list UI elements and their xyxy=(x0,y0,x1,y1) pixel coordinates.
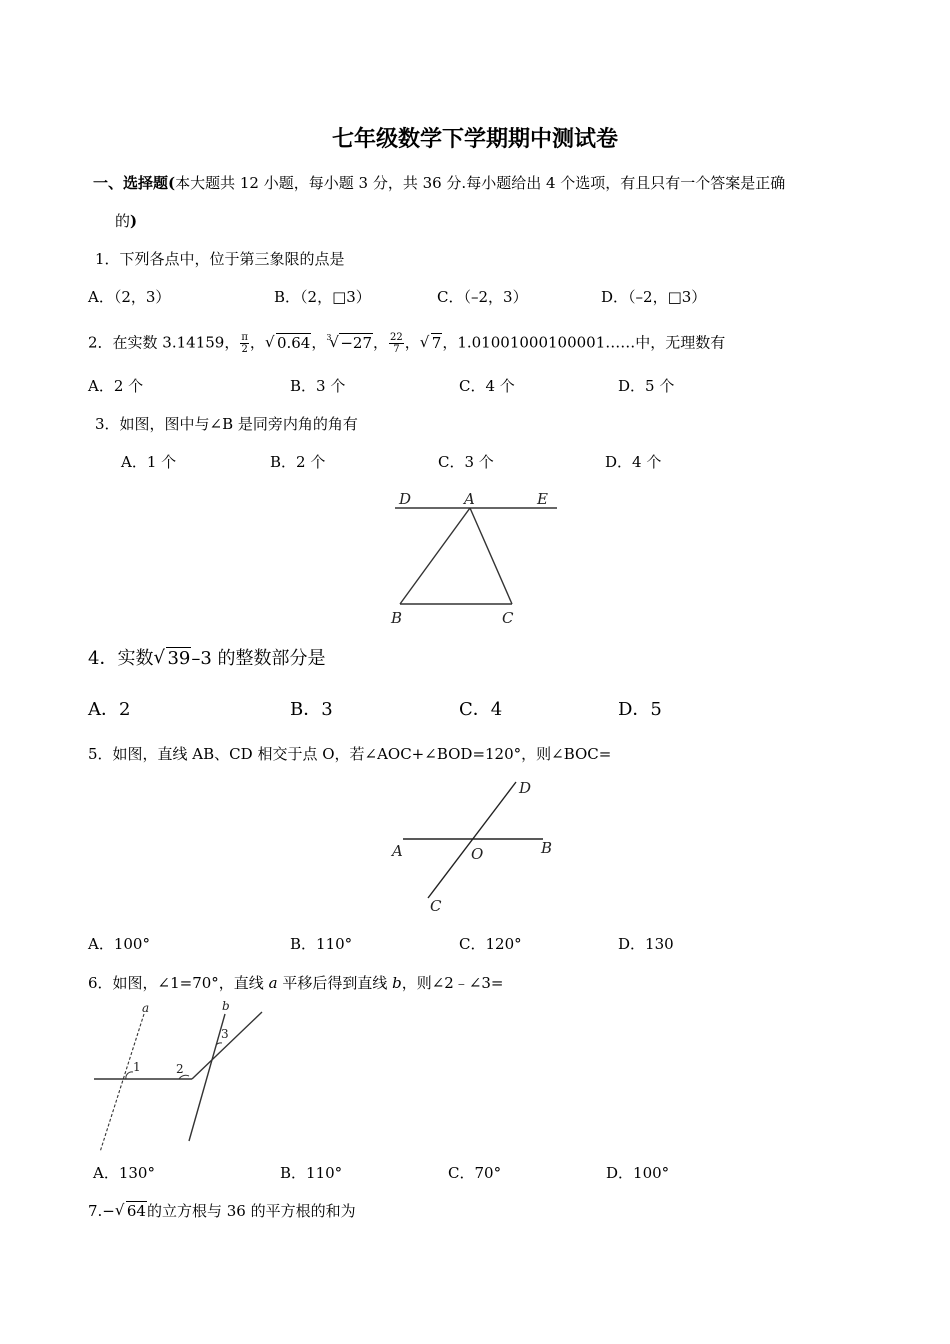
q4-option-a: A．2 xyxy=(88,699,131,720)
q6-label-angle-2: 2 xyxy=(176,1062,184,1076)
q3-option-a: A．1 个 xyxy=(121,453,177,471)
q5-label-a: A xyxy=(392,842,403,860)
q6-option-d: D．100° xyxy=(606,1164,670,1182)
q2-separator: ， xyxy=(311,333,327,352)
q2-separator: ， xyxy=(404,333,420,352)
q6-stem xyxy=(88,973,504,993)
q6-stem-post: ，则∠2﹣∠3= xyxy=(401,974,504,992)
q5-label-o: O xyxy=(471,845,484,863)
q6-label-angle-1: 1 xyxy=(133,1060,141,1074)
page-title: 七年级数学下学期期中测试卷 xyxy=(331,126,618,152)
q2-prefix: 2．在实数 3.14159， xyxy=(88,333,240,352)
q7-sqrt-64 xyxy=(115,1201,147,1221)
q5-option-b: B．110° xyxy=(290,935,353,953)
q2-option-a: A．2 个 xyxy=(88,377,144,395)
q3-triangle-figure xyxy=(380,484,570,630)
q2-fraction-22-7 xyxy=(389,332,404,355)
q2-separator: ， xyxy=(373,333,389,352)
q5-intersecting-lines-figure xyxy=(385,775,560,915)
q4-suffix: –3 的整数部分是 xyxy=(191,648,326,669)
section-description-line1: 本大题共 12 小题，每小题 3 分，共 36 分.每小题给出 4 个选项，有且只有一个答案是正确 xyxy=(175,174,786,192)
q6-stem-mid: 平移后得到直线 xyxy=(277,974,393,992)
q1-option-d: D．（–2，□3） xyxy=(601,288,707,306)
q3-label-c: C xyxy=(502,609,514,627)
q3-option-c: C．3 个 xyxy=(438,453,494,471)
q2-cube-root-radicand: −27 xyxy=(340,333,373,352)
q1-stem: 1．下列各点中，位于第三象限的点是 xyxy=(95,250,345,268)
q7-sqrt-radicand: 64 xyxy=(126,1202,146,1220)
q2-sqrt-radicand: 0.64 xyxy=(276,333,311,352)
q1-option-c: C．（–2，3） xyxy=(437,288,528,306)
q2-sqrt-0.64 xyxy=(265,333,311,353)
q3-label-e: E xyxy=(537,490,548,508)
q4-option-c: C．4 xyxy=(459,699,503,720)
section-heading xyxy=(93,173,785,193)
q7-suffix: 的立方根与 36 的平方根的和为 xyxy=(146,1202,356,1220)
section-description-line2 xyxy=(115,211,137,231)
q6-label-a: a xyxy=(142,1001,150,1015)
q3-segment-ac xyxy=(470,508,512,604)
q2-cube-root xyxy=(326,333,373,353)
q2-stem xyxy=(88,332,725,355)
q7-prefix: 7.− xyxy=(88,1202,115,1220)
q2-cube-root-index: √ 3 xyxy=(326,332,332,342)
q2-frac-denominator: 7 xyxy=(393,344,400,355)
q6-label-b: b xyxy=(222,999,230,1013)
q3-option-b: B．2 个 xyxy=(270,453,326,471)
q6-label-angle-3: 3 xyxy=(221,1027,229,1041)
q2-option-d: D．5 个 xyxy=(618,377,675,395)
q2-pi-numerator: π xyxy=(241,332,248,343)
q2-pi-denominator: 2 xyxy=(241,344,248,355)
section-heading-label: 一、选择题( xyxy=(93,174,176,192)
q5-label-b: B xyxy=(541,839,553,857)
q4-sqrt-39 xyxy=(153,647,191,671)
q5-line-cd xyxy=(428,782,516,898)
q2-sqrt7-radicand: 7 xyxy=(431,333,442,352)
q2-sqrt-7 xyxy=(420,333,443,353)
q6-line-a xyxy=(100,1014,144,1152)
q6-line-a-name: a xyxy=(268,974,278,992)
q5-stem: 5．如图，直线 AB、CD 相交于点 O，若∠AOC+∠BOD=120°，则∠BOC= xyxy=(88,745,612,763)
q2-option-b: B．3 个 xyxy=(290,377,346,395)
q6-option-a: A．130° xyxy=(93,1164,155,1182)
q5-label-c: C xyxy=(430,897,442,915)
q5-option-a: A．100° xyxy=(88,935,150,953)
q2-separator: ， xyxy=(249,333,265,352)
q2-option-c: C．4 个 xyxy=(459,377,515,395)
q4-option-d: D．5 xyxy=(618,699,662,720)
q2-suffix: ，1.01001000100001……中，无理数有 xyxy=(442,333,726,352)
q3-stem: 3．如图，图中与∠B 是同旁内角的角有 xyxy=(95,415,358,433)
q3-segment-ab xyxy=(400,508,470,604)
q6-angle-1-arc xyxy=(126,1072,133,1079)
q3-label-a: A xyxy=(464,490,475,508)
q3-option-d: D．4 个 xyxy=(605,453,662,471)
q1-option-b: B．（2，□3） xyxy=(274,288,371,306)
q4-option-b: B．3 xyxy=(290,699,333,720)
q6-parallel-translation-figure xyxy=(88,998,273,1158)
q6-option-b: B．110° xyxy=(280,1164,343,1182)
q5-option-c: C．120° xyxy=(459,935,522,953)
q4-sqrt-radicand: 39 xyxy=(167,648,191,669)
q4-prefix: 4．实数 xyxy=(88,648,154,669)
q4-stem xyxy=(88,647,326,671)
q2-fraction-pi xyxy=(240,332,249,355)
q5-option-d: D．130 xyxy=(618,935,674,953)
q3-label-d: D xyxy=(399,490,412,508)
q6-option-c: C．70° xyxy=(448,1164,502,1182)
q7-stem xyxy=(88,1201,356,1221)
q1-option-a: A．（2，3） xyxy=(88,288,171,306)
q6-line-b-name: b xyxy=(392,974,402,992)
q2-frac-numerator: 22 xyxy=(390,332,403,343)
section-close-paren: ) xyxy=(130,212,138,230)
q6-slanted-line xyxy=(192,1012,262,1079)
section-description-end: 的 xyxy=(115,212,131,230)
q6-stem-pre: 6．如图，∠1=70°，直线 xyxy=(88,974,269,992)
q3-label-b: B xyxy=(391,609,403,627)
q5-label-d: D xyxy=(519,779,532,797)
